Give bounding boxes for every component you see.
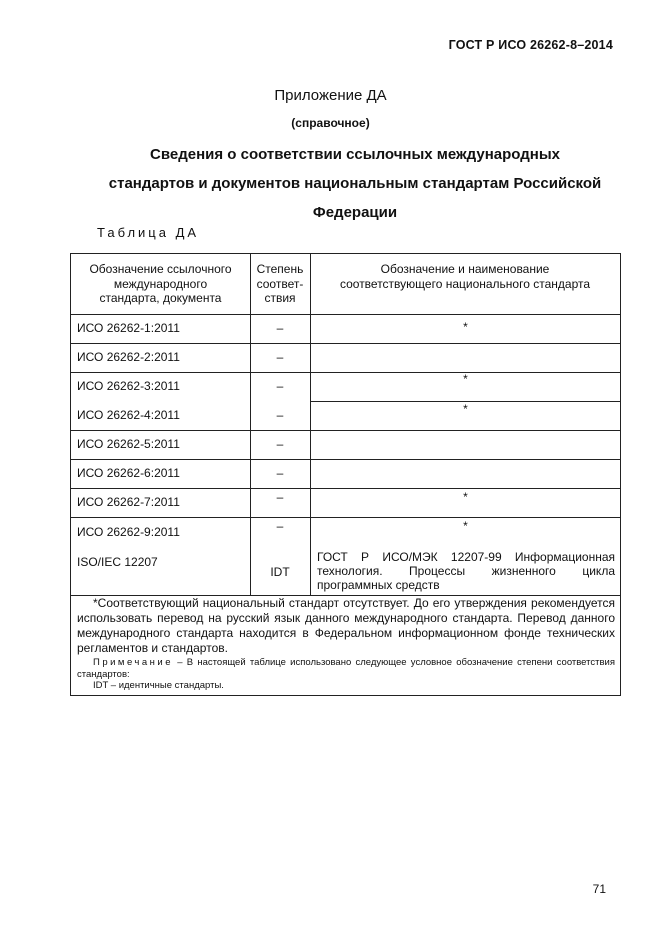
appendix-title: Приложение ДА <box>274 87 387 104</box>
row-divider <box>71 488 620 489</box>
standard-name-line: ГОСТ Р ИСО/МЭК 12207-99 Информационная <box>317 550 615 564</box>
reference-cell: ИСО 26262-4:2011 <box>77 408 180 422</box>
reference-cell: ИСО 26262-3:2011 <box>77 379 180 393</box>
note-text: – В настоящей таблице использовано следующее условное обозначение степени соответствия стандартов: <box>77 657 615 680</box>
header-line: соответ- <box>256 276 304 291</box>
header-line: международного <box>113 276 208 291</box>
row-divider <box>71 314 620 315</box>
page-number: 71 <box>592 882 606 896</box>
table-label: Таблица ДА <box>97 225 200 240</box>
reference-cell: ИСО 26262-9:2011 <box>77 525 180 539</box>
degree-cell: – <box>276 490 284 504</box>
reference-cell: ISO/IEC 12207 <box>77 555 158 569</box>
row-divider <box>71 343 620 344</box>
row-divider <box>71 517 620 518</box>
column-header-reference <box>71 262 250 306</box>
heading-line: Сведения о соответствии ссылочных международных <box>150 146 560 163</box>
appendix-subtitle: (справочное) <box>291 116 370 130</box>
note-item: IDT – идентичные стандарты. <box>93 680 224 691</box>
appendix-heading <box>90 140 620 227</box>
reference-cell: ИСО 26262-6:2011 <box>77 466 180 480</box>
reference-cell: ИСО 26262-7:2011 <box>77 495 180 509</box>
table-footnote: *Соответствующий национальный стандарт отсутствует. До его утверждения рекомендуется использовать перевод на русский язык данного международного стандарта. Перевод данного международного стандарта находится в Федеральном информационном фонде технических регламентов и стандартов. <box>77 596 615 655</box>
standard-name-line: технология. Процессы жизненного цикла <box>317 564 615 578</box>
national-cell: * <box>463 320 468 334</box>
table-note <box>77 657 615 692</box>
reference-cell: ИСО 26262-5:2011 <box>77 437 180 451</box>
heading-line: стандартов и документов национальным стандартам Российской <box>108 175 602 192</box>
degree-cell: – <box>276 519 284 533</box>
column-header-national <box>310 262 620 291</box>
column-header-degree <box>250 262 310 306</box>
standard-name-line: программных средств <box>317 578 440 592</box>
degree-cell: – <box>276 408 284 422</box>
reference-cell: ИСО 26262-1:2011 <box>77 321 180 335</box>
degree-cell: – <box>276 321 284 335</box>
header-line: ствия <box>264 291 296 305</box>
header-line: Степень <box>256 262 304 276</box>
degree-cell: – <box>276 350 284 364</box>
national-cell: * <box>463 402 468 416</box>
heading-line: Федерации <box>312 204 398 221</box>
national-cell: * <box>463 490 468 504</box>
header-line: соответствующего национального стандарта <box>339 276 591 291</box>
row-divider <box>71 430 620 431</box>
note-label: Примечание <box>93 657 173 668</box>
degree-cell: IDT <box>270 565 290 579</box>
row-divider <box>71 459 620 460</box>
header-line: стандарта, документа <box>99 291 222 305</box>
column-divider <box>310 254 311 595</box>
header-line: Обозначение ссылочного <box>89 262 232 276</box>
degree-cell: – <box>276 466 284 480</box>
degree-cell: – <box>276 437 284 451</box>
header-line: Обозначение и наименование <box>380 262 550 276</box>
national-standard-name <box>317 550 615 592</box>
reference-cell: ИСО 26262-2:2011 <box>77 350 180 364</box>
correspondence-table <box>70 253 621 696</box>
national-cell: * <box>463 519 468 533</box>
degree-cell: – <box>276 379 284 393</box>
header-standard-code: ГОСТ Р ИСО 26262-8–2014 <box>448 38 613 52</box>
national-cell: * <box>463 372 468 386</box>
